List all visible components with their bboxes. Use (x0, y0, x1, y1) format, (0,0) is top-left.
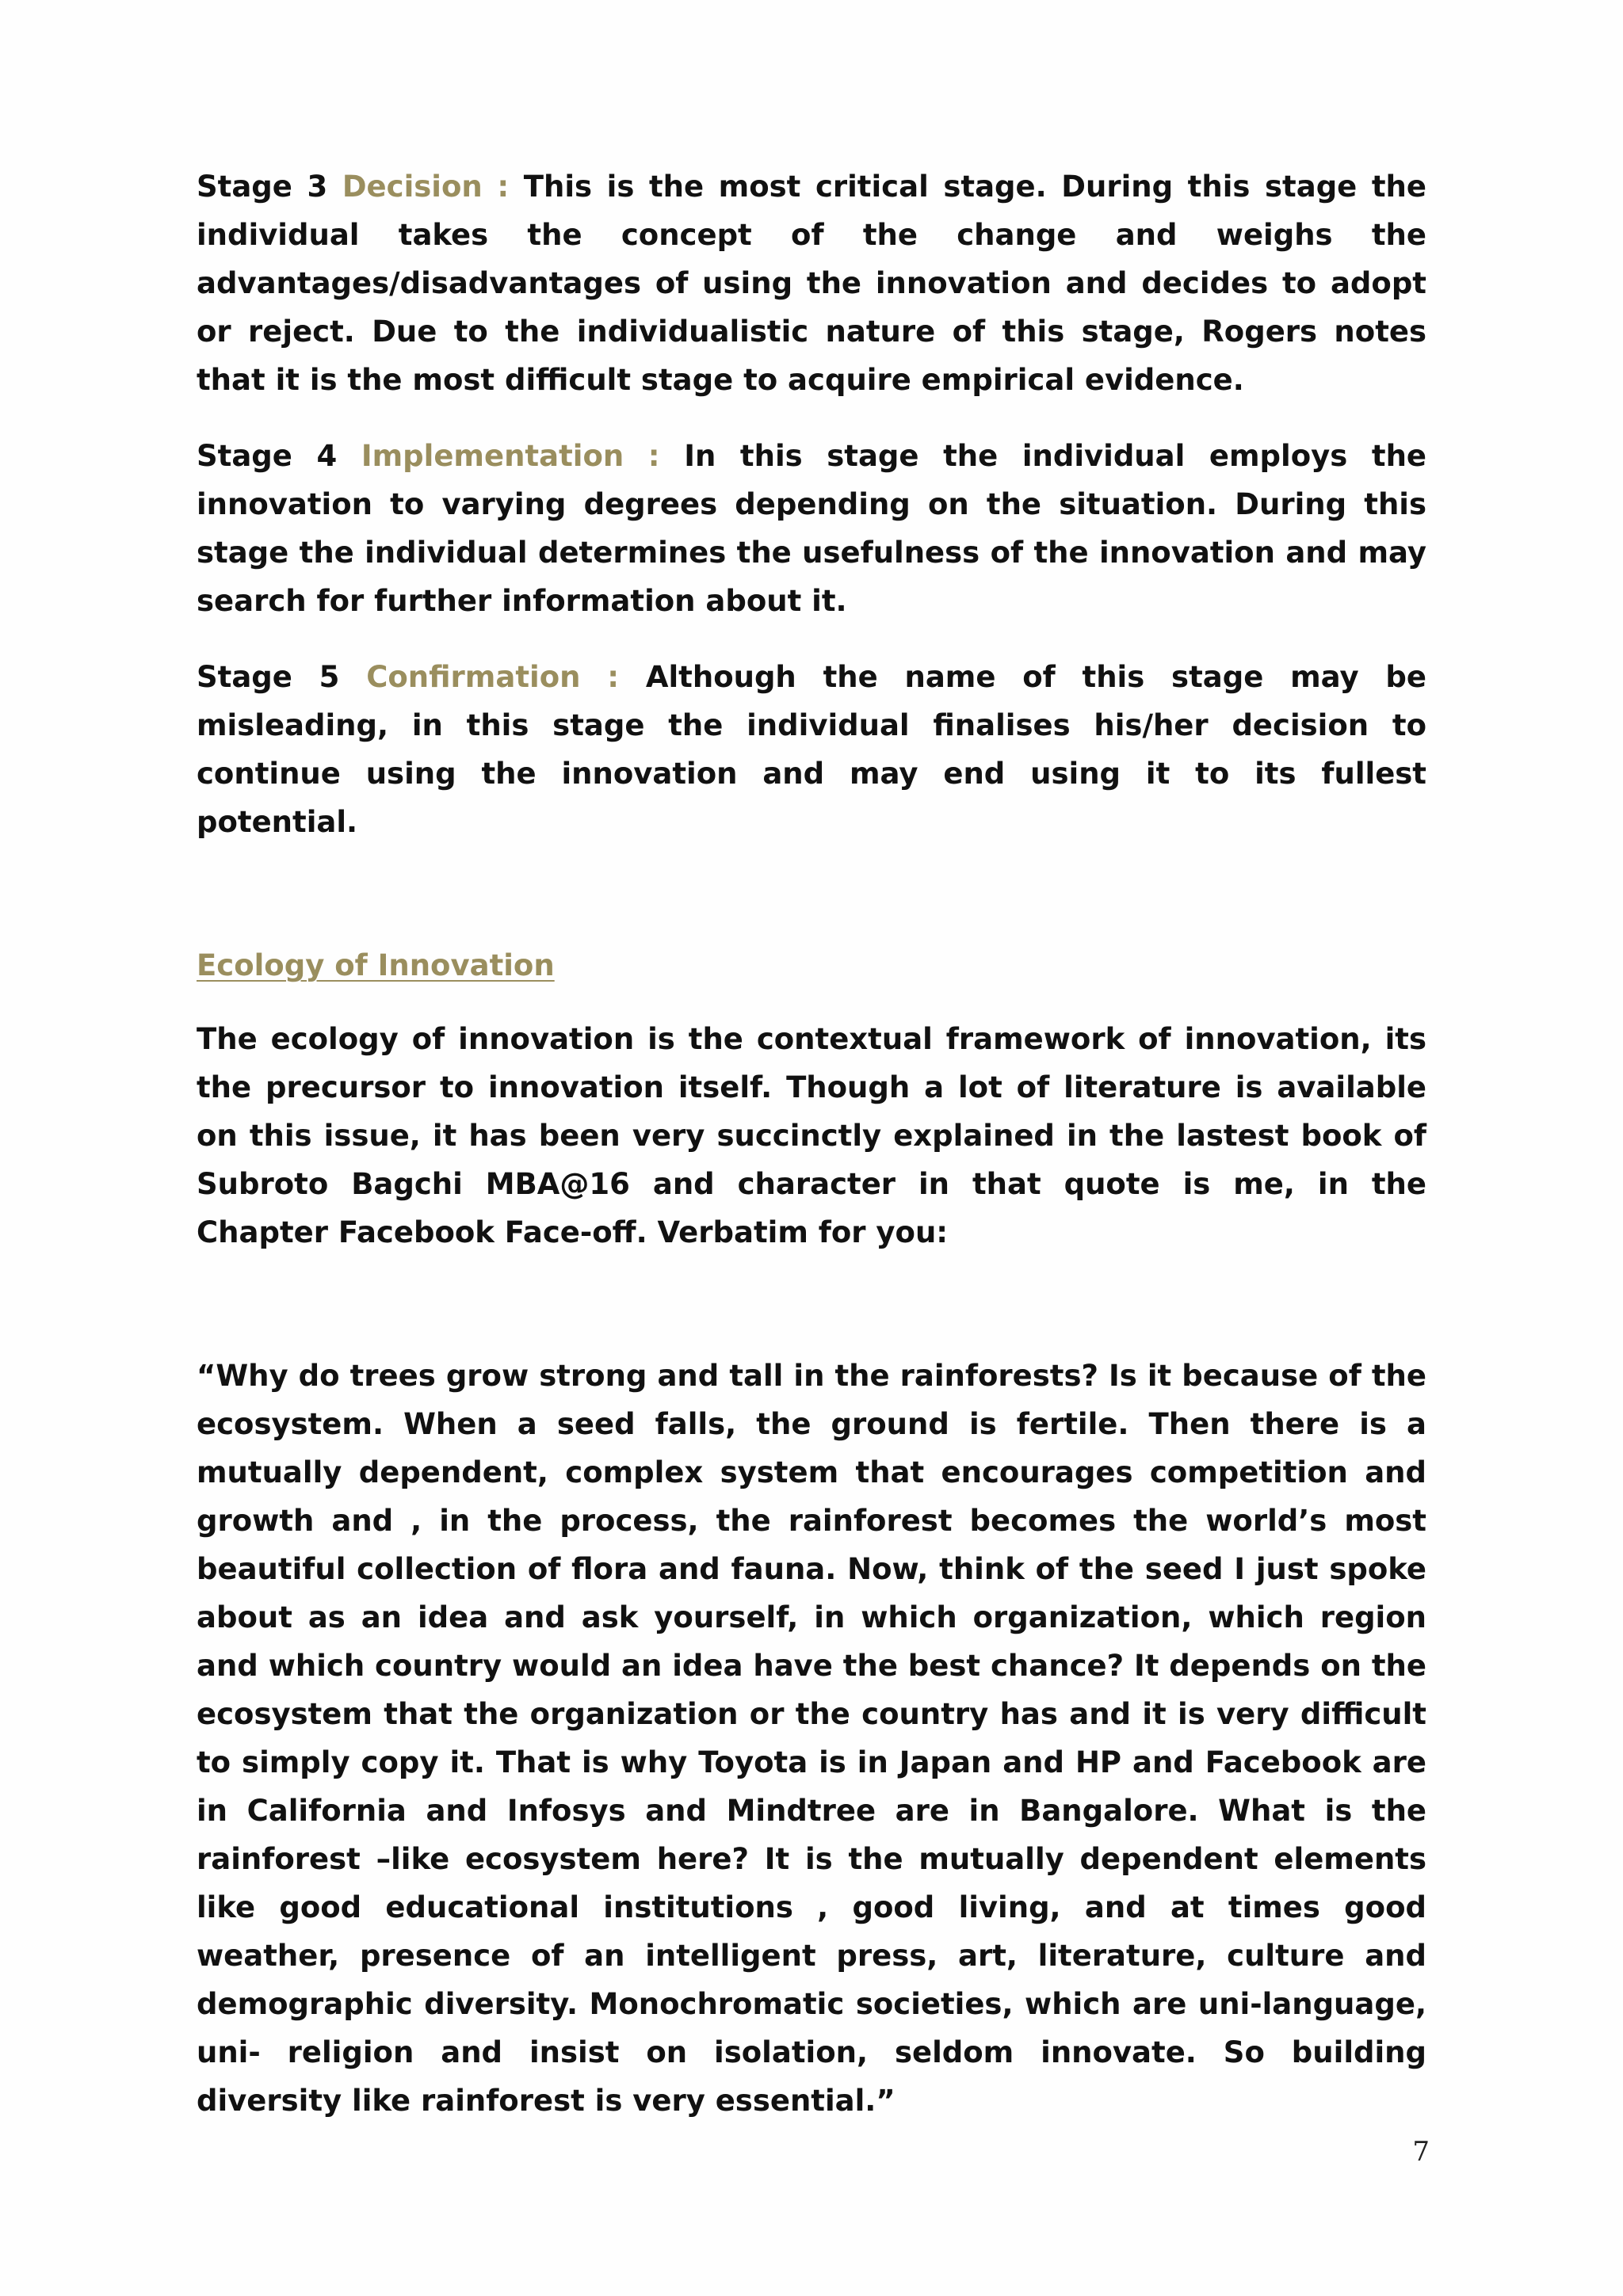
quote-paragraph: “Why do trees grow strong and tall in the rainforests? Is it because of the ecosystem. When a seed falls, the ground is fertile. Then there is a mutually dependent, complex system that encourages competition and growth and , in the process, the rainforest becomes the world’s most beautiful collection of flora and fauna. Now, think of the seed I just spoke about as an idea and ask yourself, in which organization, which region and which country would an idea have the best chance? It depends on the ecosystem that the organization or the country has and it is very difficult to simply copy it. That is why Toyota is in Japan and HP and Facebook are in California and Infosys and Mindtree are in Bangalore. What is the rainforest –like ecosystem here? It is the mutually dependent elements like good educational institutions , good living, and at times good weather, presence of an intelligent press, art, literature, culture and demographic diversity. Monochromatic societies, which are uni-language, uni- religion and insist on isolation, seldom innovate. So building diversity like rainforest is very essential.” (197, 1359, 1426, 2118)
stage-3-prefix: Stage 3 (197, 170, 328, 204)
stage-5-text: Although the name of this stage may be misleading, in this stage the individual finalises his/her decision to continue using the innovation and may end using it to its fullest potential. (197, 660, 1426, 839)
page-content (197, 162, 1426, 2125)
stage-4-name: Implementation : (361, 439, 660, 473)
section-intro-paragraph: The ecology of innovation is the contextual framework of innovation, its the precursor to innovation itself. Though a lot of literature is available on this issue, it has been very succinctly explained in the lastest book of Subroto Bagchi MBA@16 and character in that quote is me, in the Chapter Facebook Face-off. Verbatim for you: (197, 1022, 1426, 1249)
stage-3-name: Decision : (342, 170, 510, 204)
stage-4-paragraph (197, 432, 1426, 625)
stage-3-paragraph (197, 162, 1426, 404)
section-heading: Ecology of Innovation (197, 948, 555, 982)
stage-5-paragraph (197, 653, 1426, 846)
page-number: 7 (1412, 2136, 1430, 2168)
stage-5-name: Confirmation : (366, 660, 620, 694)
stage-3-text: This is the most critical stage. During this stage the individual takes the concept of the change and weighs the advantages/disadvantages of using the innovation and decides to adopt or reject. Due to the individualistic nature of this stage, Rogers notes that it is the most difficult stage to acquire empirical evidence. (197, 170, 1426, 397)
stage-5-prefix: Stage 5 (197, 660, 340, 694)
stage-4-prefix: Stage 4 (197, 439, 338, 473)
stage-4-text: In this stage the individual employs the innovation to varying degrees depending on the situation. During this stage the individual determines the usefulness of the innovation and may search for further information about it. (197, 439, 1426, 618)
